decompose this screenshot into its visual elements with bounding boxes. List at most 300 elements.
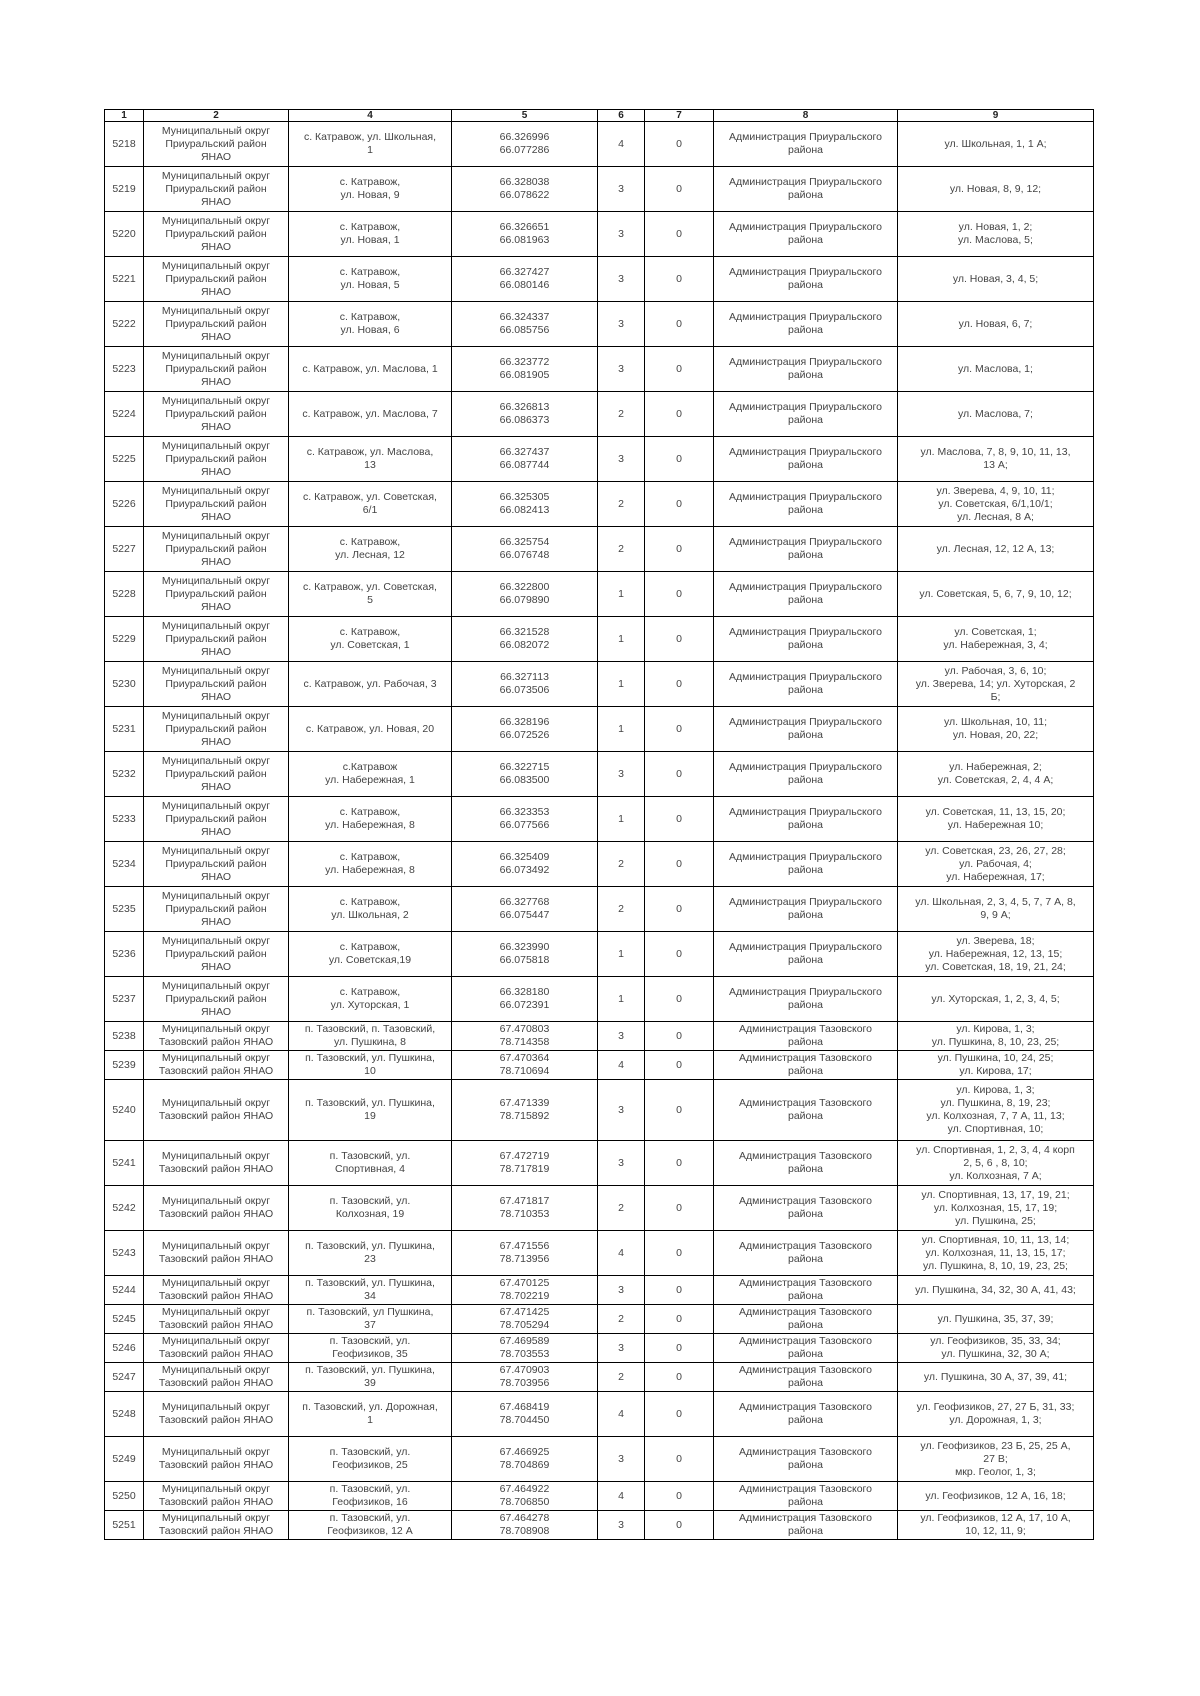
- administration-cell: Администрация Приуральского района: [714, 347, 898, 392]
- administration-cell: Администрация Приуральского района: [714, 797, 898, 842]
- table-row: [105, 257, 1094, 302]
- served-addresses-cell: ул. Советская, 5, 6, 7, 9, 10, 12;: [898, 572, 1094, 617]
- row-number-cell: 5235: [105, 887, 144, 932]
- table-row: [105, 572, 1094, 617]
- coordinates-cell: 67.469589 78.703553: [452, 1334, 598, 1363]
- row-number-cell: 5227: [105, 527, 144, 572]
- table-row: [105, 1141, 1094, 1186]
- zero-cell: 0: [645, 302, 714, 347]
- count-cell: 1: [598, 707, 645, 752]
- zero-cell: 0: [645, 1482, 714, 1511]
- coordinates-cell: 67.466925 78.704869: [452, 1437, 598, 1482]
- table-row: [105, 797, 1094, 842]
- row-number-cell: 5249: [105, 1437, 144, 1482]
- municipality-cell: Муниципальный округ Приуральский район ЯНАО: [144, 977, 289, 1022]
- administration-cell: Администрация Тазовского района: [714, 1231, 898, 1276]
- served-addresses-cell: ул. Пушкина, 10, 24, 25; ул. Кирова, 17;: [898, 1051, 1094, 1080]
- count-cell: 1: [598, 932, 645, 977]
- address-cell: с. Катравож, ул. Набережная, 8: [289, 842, 452, 887]
- administration-cell: Администрация Приуральского района: [714, 752, 898, 797]
- count-cell: 3: [598, 167, 645, 212]
- served-addresses-cell: ул. Маслова, 7, 8, 9, 10, 11, 13, 13 А;: [898, 437, 1094, 482]
- row-number-cell: 5222: [105, 302, 144, 347]
- row-number-cell: 5226: [105, 482, 144, 527]
- header-cell: 8: [714, 110, 898, 122]
- address-cell: с. Катравож, ул. Новая, 20: [289, 707, 452, 752]
- header-cell: 5: [452, 110, 598, 122]
- table-row: [105, 887, 1094, 932]
- table-row: [105, 932, 1094, 977]
- table-row: [105, 1482, 1094, 1511]
- row-number-cell: 5221: [105, 257, 144, 302]
- municipality-cell: Муниципальный округ Тазовский район ЯНАО: [144, 1141, 289, 1186]
- coordinates-cell: 66.325409 66.073492: [452, 842, 598, 887]
- coordinates-cell: 66.326996 66.077286: [452, 122, 598, 167]
- administration-cell: Администрация Приуральского района: [714, 122, 898, 167]
- zero-cell: 0: [645, 1141, 714, 1186]
- count-cell: 2: [598, 392, 645, 437]
- count-cell: 3: [598, 347, 645, 392]
- count-cell: 1: [598, 662, 645, 707]
- count-cell: 2: [598, 1186, 645, 1231]
- row-number-cell: 5247: [105, 1363, 144, 1392]
- administration-cell: Администрация Тазовского района: [714, 1276, 898, 1305]
- row-number-cell: 5244: [105, 1276, 144, 1305]
- administration-cell: Администрация Приуральского района: [714, 932, 898, 977]
- coordinates-cell: 66.325305 66.082413: [452, 482, 598, 527]
- address-cell: с.Катравож ул. Набережная, 1: [289, 752, 452, 797]
- zero-cell: 0: [645, 1392, 714, 1437]
- address-cell: п. Тазовский, ул. Геофизиков, 12 А: [289, 1511, 452, 1540]
- zero-cell: 0: [645, 482, 714, 527]
- coordinates-cell: 67.470903 78.703956: [452, 1363, 598, 1392]
- table-row: [105, 167, 1094, 212]
- municipality-cell: Муниципальный округ Приуральский район ЯНАО: [144, 257, 289, 302]
- header-cell: 4: [289, 110, 452, 122]
- administration-cell: Администрация Приуральского района: [714, 167, 898, 212]
- table-row: [105, 1231, 1094, 1276]
- address-cell: п. Тазовский, ул. Дорожная, 1: [289, 1392, 452, 1437]
- administration-cell: Администрация Приуральского района: [714, 662, 898, 707]
- served-addresses-cell: ул. Школьная, 2, 3, 4, 5, 7, 7 А, 8, 9, 9 А;: [898, 887, 1094, 932]
- row-number-cell: 5232: [105, 752, 144, 797]
- row-number-cell: 5229: [105, 617, 144, 662]
- address-cell: с. Катравож, ул. Новая, 1: [289, 212, 452, 257]
- municipality-cell: Муниципальный округ Тазовский район ЯНАО: [144, 1022, 289, 1051]
- municipality-cell: Муниципальный округ Тазовский район ЯНАО: [144, 1363, 289, 1392]
- address-cell: с. Катравож, ул. Набережная, 8: [289, 797, 452, 842]
- count-cell: 2: [598, 527, 645, 572]
- table-row: [105, 1276, 1094, 1305]
- row-number-cell: 5240: [105, 1080, 144, 1141]
- table-row: [105, 1305, 1094, 1334]
- municipality-cell: Муниципальный округ Приуральский район ЯНАО: [144, 392, 289, 437]
- zero-cell: 0: [645, 1511, 714, 1540]
- administration-cell: Администрация Приуральского района: [714, 977, 898, 1022]
- count-cell: 4: [598, 1231, 645, 1276]
- address-cell: п. Тазовский, ул. Пушкина, 34: [289, 1276, 452, 1305]
- row-number-cell: 5230: [105, 662, 144, 707]
- served-addresses-cell: ул. Зверева, 4, 9, 10, 11; ул. Советская, 6/1,10/1; ул. Лесная, 8 А;: [898, 482, 1094, 527]
- count-cell: 3: [598, 212, 645, 257]
- municipality-cell: Муниципальный округ Тазовский район ЯНАО: [144, 1186, 289, 1231]
- municipality-cell: Муниципальный округ Приуральский район ЯНАО: [144, 302, 289, 347]
- count-cell: 2: [598, 482, 645, 527]
- coordinates-cell: 67.471425 78.705294: [452, 1305, 598, 1334]
- address-cell: с. Катравож, ул. Маслова, 1: [289, 347, 452, 392]
- table-row: [105, 347, 1094, 392]
- header-row: [105, 110, 1094, 122]
- address-cell: с. Катравож, ул. Школьная, 1: [289, 122, 452, 167]
- count-cell: 3: [598, 1511, 645, 1540]
- row-number-cell: 5220: [105, 212, 144, 257]
- municipality-cell: Муниципальный округ Приуральский район ЯНАО: [144, 437, 289, 482]
- row-number-cell: 5241: [105, 1141, 144, 1186]
- count-cell: 2: [598, 1363, 645, 1392]
- row-number-cell: 5248: [105, 1392, 144, 1437]
- address-cell: с. Катравож, ул. Лесная, 12: [289, 527, 452, 572]
- municipality-cell: Муниципальный округ Приуральский район ЯНАО: [144, 662, 289, 707]
- row-number-cell: 5239: [105, 1051, 144, 1080]
- row-number-cell: 5236: [105, 932, 144, 977]
- zero-cell: 0: [645, 1363, 714, 1392]
- coordinates-cell: 66.328038 66.078622: [452, 167, 598, 212]
- zero-cell: 0: [645, 797, 714, 842]
- served-addresses-cell: ул. Школьная, 10, 11; ул. Новая, 20, 22;: [898, 707, 1094, 752]
- table-row: [105, 302, 1094, 347]
- row-number-cell: 5223: [105, 347, 144, 392]
- municipality-cell: Муниципальный округ Тазовский район ЯНАО: [144, 1437, 289, 1482]
- coordinates-cell: 67.470125 78.702219: [452, 1276, 598, 1305]
- address-cell: п. Тазовский, ул. Геофизиков, 25: [289, 1437, 452, 1482]
- administration-cell: Администрация Тазовского района: [714, 1080, 898, 1141]
- municipality-cell: Муниципальный округ Тазовский район ЯНАО: [144, 1511, 289, 1540]
- municipality-cell: Муниципальный округ Тазовский район ЯНАО: [144, 1392, 289, 1437]
- address-cell: с. Катравож, ул. Советская,19: [289, 932, 452, 977]
- served-addresses-cell: ул. Новая, 6, 7;: [898, 302, 1094, 347]
- served-addresses-cell: ул. Спортивная, 13, 17, 19, 21; ул. Колхозная, 15, 17, 19; ул. Пушкина, 25;: [898, 1186, 1094, 1231]
- coordinates-cell: 67.468419 78.704450: [452, 1392, 598, 1437]
- address-cell: с. Катравож, ул. Советская, 6/1: [289, 482, 452, 527]
- administration-cell: Администрация Тазовского района: [714, 1511, 898, 1540]
- municipality-cell: Муниципальный округ Приуральский район ЯНАО: [144, 122, 289, 167]
- administration-cell: Администрация Приуральского района: [714, 707, 898, 752]
- zero-cell: 0: [645, 122, 714, 167]
- municipality-cell: Муниципальный округ Тазовский район ЯНАО: [144, 1080, 289, 1141]
- zero-cell: 0: [645, 572, 714, 617]
- row-number-cell: 5233: [105, 797, 144, 842]
- administration-cell: Администрация Приуральского района: [714, 842, 898, 887]
- administration-cell: Администрация Приуральского района: [714, 572, 898, 617]
- served-addresses-cell: ул. Геофизиков, 27, 27 Б, 31, 33; ул. Дорожная, 1, 3;: [898, 1392, 1094, 1437]
- served-addresses-cell: ул. Советская, 23, 26, 27, 28; ул. Рабочая, 4; ул. Набережная, 17;: [898, 842, 1094, 887]
- served-addresses-cell: ул. Рабочая, 3, 6, 10; ул. Зверева, 14; ул. Хуторская, 2 Б;: [898, 662, 1094, 707]
- served-addresses-cell: ул. Кирова, 1, 3; ул. Пушкина, 8, 19, 23; ул. Колхозная, 7, 7 А, 11, 13; ул. Спортивная, 10;: [898, 1080, 1094, 1141]
- address-cell: п. Тазовский, ул. Геофизиков, 35: [289, 1334, 452, 1363]
- address-cell: с. Катравож, ул. Новая, 5: [289, 257, 452, 302]
- served-addresses-cell: ул. Пушкина, 34, 32, 30 А, 41, 43;: [898, 1276, 1094, 1305]
- administration-cell: Администрация Тазовского района: [714, 1141, 898, 1186]
- table-row: [105, 212, 1094, 257]
- coordinates-cell: 67.470364 78.710694: [452, 1051, 598, 1080]
- table-row: [105, 482, 1094, 527]
- row-number-cell: 5242: [105, 1186, 144, 1231]
- coordinates-cell: 66.323772 66.081905: [452, 347, 598, 392]
- coordinates-cell: 66.322800 66.079890: [452, 572, 598, 617]
- served-addresses-cell: ул. Школьная, 1, 1 А;: [898, 122, 1094, 167]
- coordinates-cell: 66.326651 66.081963: [452, 212, 598, 257]
- count-cell: 3: [598, 1022, 645, 1051]
- zero-cell: 0: [645, 1305, 714, 1334]
- served-addresses-cell: ул. Новая, 8, 9, 12;: [898, 167, 1094, 212]
- served-addresses-cell: ул. Кирова, 1, 3; ул. Пушкина, 8, 10, 23, 25;: [898, 1022, 1094, 1051]
- count-cell: 3: [598, 302, 645, 347]
- address-cell: с. Катравож, ул. Хуторская, 1: [289, 977, 452, 1022]
- count-cell: 1: [598, 797, 645, 842]
- address-cell: с. Катравож, ул. Маслова, 7: [289, 392, 452, 437]
- row-number-cell: 5238: [105, 1022, 144, 1051]
- served-addresses-cell: ул. Геофизиков, 12 А, 16, 18;: [898, 1482, 1094, 1511]
- served-addresses-cell: ул. Пушкина, 35, 37, 39;: [898, 1305, 1094, 1334]
- administration-cell: Администрация Приуральского района: [714, 482, 898, 527]
- address-cell: с. Катравож, ул. Школьная, 2: [289, 887, 452, 932]
- coordinates-cell: 66.324337 66.085756: [452, 302, 598, 347]
- address-cell: п. Тазовский, ул. Пушкина, 10: [289, 1051, 452, 1080]
- administration-cell: Администрация Приуральского района: [714, 257, 898, 302]
- count-cell: 4: [598, 1392, 645, 1437]
- coordinates-cell: 66.322715 66.083500: [452, 752, 598, 797]
- served-addresses-cell: ул. Новая, 1, 2; ул. Маслова, 5;: [898, 212, 1094, 257]
- address-cell: с. Катравож, ул. Новая, 9: [289, 167, 452, 212]
- served-addresses-cell: ул. Спортивная, 1, 2, 3, 4, 4 корп 2, 5, 6 , 8, 10; ул. Колхозная, 7 А;: [898, 1141, 1094, 1186]
- address-cell: п. Тазовский, ул. Пушкина, 23: [289, 1231, 452, 1276]
- served-addresses-cell: ул. Геофизиков, 23 Б, 25, 25 А, 27 В; мкр. Геолог, 1, 3;: [898, 1437, 1094, 1482]
- municipality-cell: Муниципальный округ Тазовский район ЯНАО: [144, 1231, 289, 1276]
- served-addresses-cell: ул. Маслова, 1;: [898, 347, 1094, 392]
- administration-cell: Администрация Приуральского района: [714, 302, 898, 347]
- municipality-cell: Муниципальный округ Приуральский район ЯНАО: [144, 482, 289, 527]
- administration-cell: Администрация Приуральского района: [714, 392, 898, 437]
- municipality-cell: Муниципальный округ Тазовский район ЯНАО: [144, 1482, 289, 1511]
- header-cell: 6: [598, 110, 645, 122]
- administration-cell: Администрация Тазовского района: [714, 1334, 898, 1363]
- address-cell: п. Тазовский, ул. Пушкина, 19: [289, 1080, 452, 1141]
- header-cell: 2: [144, 110, 289, 122]
- municipality-cell: Муниципальный округ Тазовский район ЯНАО: [144, 1334, 289, 1363]
- municipality-cell: Муниципальный округ Приуральский район ЯНАО: [144, 887, 289, 932]
- municipality-cell: Муниципальный округ Тазовский район ЯНАО: [144, 1305, 289, 1334]
- table-row: [105, 122, 1094, 167]
- table-row: [105, 662, 1094, 707]
- municipality-cell: Муниципальный округ Приуральский район ЯНАО: [144, 617, 289, 662]
- table-row: [105, 1051, 1094, 1080]
- coordinates-cell: 66.328196 66.072526: [452, 707, 598, 752]
- served-addresses-cell: ул. Советская, 11, 13, 15, 20; ул. Набережная 10;: [898, 797, 1094, 842]
- coordinates-cell: 66.323353 66.077566: [452, 797, 598, 842]
- zero-cell: 0: [645, 617, 714, 662]
- administration-cell: Администрация Тазовского района: [714, 1022, 898, 1051]
- served-addresses-cell: ул. Новая, 3, 4, 5;: [898, 257, 1094, 302]
- row-number-cell: 5251: [105, 1511, 144, 1540]
- zero-cell: 0: [645, 437, 714, 482]
- municipality-cell: Муниципальный округ Приуральский район ЯНАО: [144, 707, 289, 752]
- row-number-cell: 5225: [105, 437, 144, 482]
- address-cell: с. Катравож, ул. Советская, 5: [289, 572, 452, 617]
- count-cell: 1: [598, 617, 645, 662]
- zero-cell: 0: [645, 977, 714, 1022]
- polling-stations-table: [104, 109, 1094, 1540]
- count-cell: 3: [598, 1437, 645, 1482]
- zero-cell: 0: [645, 1186, 714, 1231]
- address-cell: с. Катравож, ул. Советская, 1: [289, 617, 452, 662]
- coordinates-cell: 67.471339 78.715892: [452, 1080, 598, 1141]
- row-number-cell: 5218: [105, 122, 144, 167]
- address-cell: п. Тазовский, ул. Спортивная, 4: [289, 1141, 452, 1186]
- administration-cell: Администрация Приуральского района: [714, 212, 898, 257]
- administration-cell: Администрация Приуральского района: [714, 527, 898, 572]
- coordinates-cell: 66.326813 66.086373: [452, 392, 598, 437]
- zero-cell: 0: [645, 257, 714, 302]
- zero-cell: 0: [645, 707, 714, 752]
- table-row: [105, 617, 1094, 662]
- table-row: [105, 1080, 1094, 1141]
- address-cell: п. Тазовский, ул. Геофизиков, 16: [289, 1482, 452, 1511]
- count-cell: 3: [598, 437, 645, 482]
- zero-cell: 0: [645, 887, 714, 932]
- coordinates-cell: 66.325754 66.076748: [452, 527, 598, 572]
- count-cell: 2: [598, 887, 645, 932]
- row-number-cell: 5219: [105, 167, 144, 212]
- municipality-cell: Муниципальный округ Приуральский район ЯНАО: [144, 842, 289, 887]
- count-cell: 1: [598, 977, 645, 1022]
- address-cell: п. Тазовский, ул Пушкина, 37: [289, 1305, 452, 1334]
- zero-cell: 0: [645, 1080, 714, 1141]
- count-cell: 2: [598, 1305, 645, 1334]
- coordinates-cell: 66.327427 66.080146: [452, 257, 598, 302]
- served-addresses-cell: ул. Набережная, 2; ул. Советская, 2, 4, 4 А;: [898, 752, 1094, 797]
- served-addresses-cell: ул. Лесная, 12, 12 А, 13;: [898, 527, 1094, 572]
- table-row: [105, 527, 1094, 572]
- coordinates-cell: 66.328180 66.072391: [452, 977, 598, 1022]
- zero-cell: 0: [645, 347, 714, 392]
- served-addresses-cell: ул. Хуторская, 1, 2, 3, 4, 5;: [898, 977, 1094, 1022]
- zero-cell: 0: [645, 752, 714, 797]
- municipality-cell: Муниципальный округ Приуральский район ЯНАО: [144, 932, 289, 977]
- count-cell: 3: [598, 1141, 645, 1186]
- municipality-cell: Муниципальный округ Приуральский район ЯНАО: [144, 347, 289, 392]
- served-addresses-cell: ул. Геофизиков, 35, 33, 34; ул. Пушкина, 32, 30 А;: [898, 1334, 1094, 1363]
- header-cell: 7: [645, 110, 714, 122]
- table-row: [105, 752, 1094, 797]
- table-row: [105, 842, 1094, 887]
- coordinates-cell: 67.464278 78.708908: [452, 1511, 598, 1540]
- table-row: [105, 1437, 1094, 1482]
- count-cell: 4: [598, 122, 645, 167]
- row-number-cell: 5250: [105, 1482, 144, 1511]
- municipality-cell: Муниципальный округ Приуральский район ЯНАО: [144, 212, 289, 257]
- coordinates-cell: 67.472719 78.717819: [452, 1141, 598, 1186]
- zero-cell: 0: [645, 1334, 714, 1363]
- count-cell: 3: [598, 1276, 645, 1305]
- administration-cell: Администрация Тазовского района: [714, 1363, 898, 1392]
- count-cell: 2: [598, 842, 645, 887]
- header-cell: 9: [898, 110, 1094, 122]
- coordinates-cell: 66.323990 66.075818: [452, 932, 598, 977]
- administration-cell: Администрация Приуральского района: [714, 887, 898, 932]
- municipality-cell: Муниципальный округ Приуральский район ЯНАО: [144, 572, 289, 617]
- row-number-cell: 5245: [105, 1305, 144, 1334]
- count-cell: 3: [598, 257, 645, 302]
- table-row: [105, 1511, 1094, 1540]
- table-body: [105, 122, 1094, 1540]
- row-number-cell: 5243: [105, 1231, 144, 1276]
- administration-cell: Администрация Тазовского района: [714, 1437, 898, 1482]
- table-row: [105, 977, 1094, 1022]
- municipality-cell: Муниципальный округ Приуральский район ЯНАО: [144, 527, 289, 572]
- address-cell: с. Катравож, ул. Рабочая, 3: [289, 662, 452, 707]
- coordinates-cell: 66.327768 66.075447: [452, 887, 598, 932]
- municipality-cell: Муниципальный округ Тазовский район ЯНАО: [144, 1051, 289, 1080]
- address-cell: с. Катравож, ул. Новая, 6: [289, 302, 452, 347]
- row-number-cell: 5224: [105, 392, 144, 437]
- count-cell: 3: [598, 752, 645, 797]
- table-row: [105, 437, 1094, 482]
- address-cell: с. Катравож, ул. Маслова, 13: [289, 437, 452, 482]
- coordinates-cell: 66.327113 66.073506: [452, 662, 598, 707]
- table-row: [105, 707, 1094, 752]
- administration-cell: Администрация Тазовского района: [714, 1186, 898, 1231]
- table-row: [105, 1363, 1094, 1392]
- count-cell: 3: [598, 1334, 645, 1363]
- coordinates-cell: 67.464922 78.706850: [452, 1482, 598, 1511]
- row-number-cell: 5228: [105, 572, 144, 617]
- address-cell: п. Тазовский, п. Тазовский, ул. Пушкина, 8: [289, 1022, 452, 1051]
- administration-cell: Администрация Тазовского района: [714, 1482, 898, 1511]
- zero-cell: 0: [645, 1231, 714, 1276]
- served-addresses-cell: ул. Маслова, 7;: [898, 392, 1094, 437]
- zero-cell: 0: [645, 392, 714, 437]
- administration-cell: Администрация Тазовского района: [714, 1051, 898, 1080]
- coordinates-cell: 67.470803 78.714358: [452, 1022, 598, 1051]
- zero-cell: 0: [645, 1437, 714, 1482]
- table-row: [105, 1334, 1094, 1363]
- count-cell: 4: [598, 1482, 645, 1511]
- row-number-cell: 5237: [105, 977, 144, 1022]
- row-number-cell: 5246: [105, 1334, 144, 1363]
- municipality-cell: Муниципальный округ Приуральский район ЯНАО: [144, 752, 289, 797]
- coordinates-cell: 67.471817 78.710353: [452, 1186, 598, 1231]
- zero-cell: 0: [645, 1276, 714, 1305]
- zero-cell: 0: [645, 842, 714, 887]
- administration-cell: Администрация Тазовского района: [714, 1305, 898, 1334]
- table-row: [105, 1186, 1094, 1231]
- served-addresses-cell: ул. Геофизиков, 12 А, 17, 10 А, 10, 12, 11, 9;: [898, 1511, 1094, 1540]
- municipality-cell: Муниципальный округ Приуральский район ЯНАО: [144, 167, 289, 212]
- municipality-cell: Муниципальный округ Тазовский район ЯНАО: [144, 1276, 289, 1305]
- header-cell: 1: [105, 110, 144, 122]
- coordinates-cell: 66.327437 66.087744: [452, 437, 598, 482]
- administration-cell: Администрация Приуральского района: [714, 617, 898, 662]
- served-addresses-cell: ул. Зверева, 18; ул. Набережная, 12, 13, 15; ул. Советская, 18, 19, 21, 24;: [898, 932, 1094, 977]
- administration-cell: Администрация Тазовского района: [714, 1392, 898, 1437]
- zero-cell: 0: [645, 932, 714, 977]
- zero-cell: 0: [645, 527, 714, 572]
- coordinates-cell: 66.321528 66.082072: [452, 617, 598, 662]
- served-addresses-cell: ул. Спортивная, 10, 11, 13, 14; ул. Колхозная, 11, 13, 15, 17; ул. Пушкина, 8, 10, 19, 23, 25;: [898, 1231, 1094, 1276]
- zero-cell: 0: [645, 212, 714, 257]
- table-row: [105, 1392, 1094, 1437]
- count-cell: 1: [598, 572, 645, 617]
